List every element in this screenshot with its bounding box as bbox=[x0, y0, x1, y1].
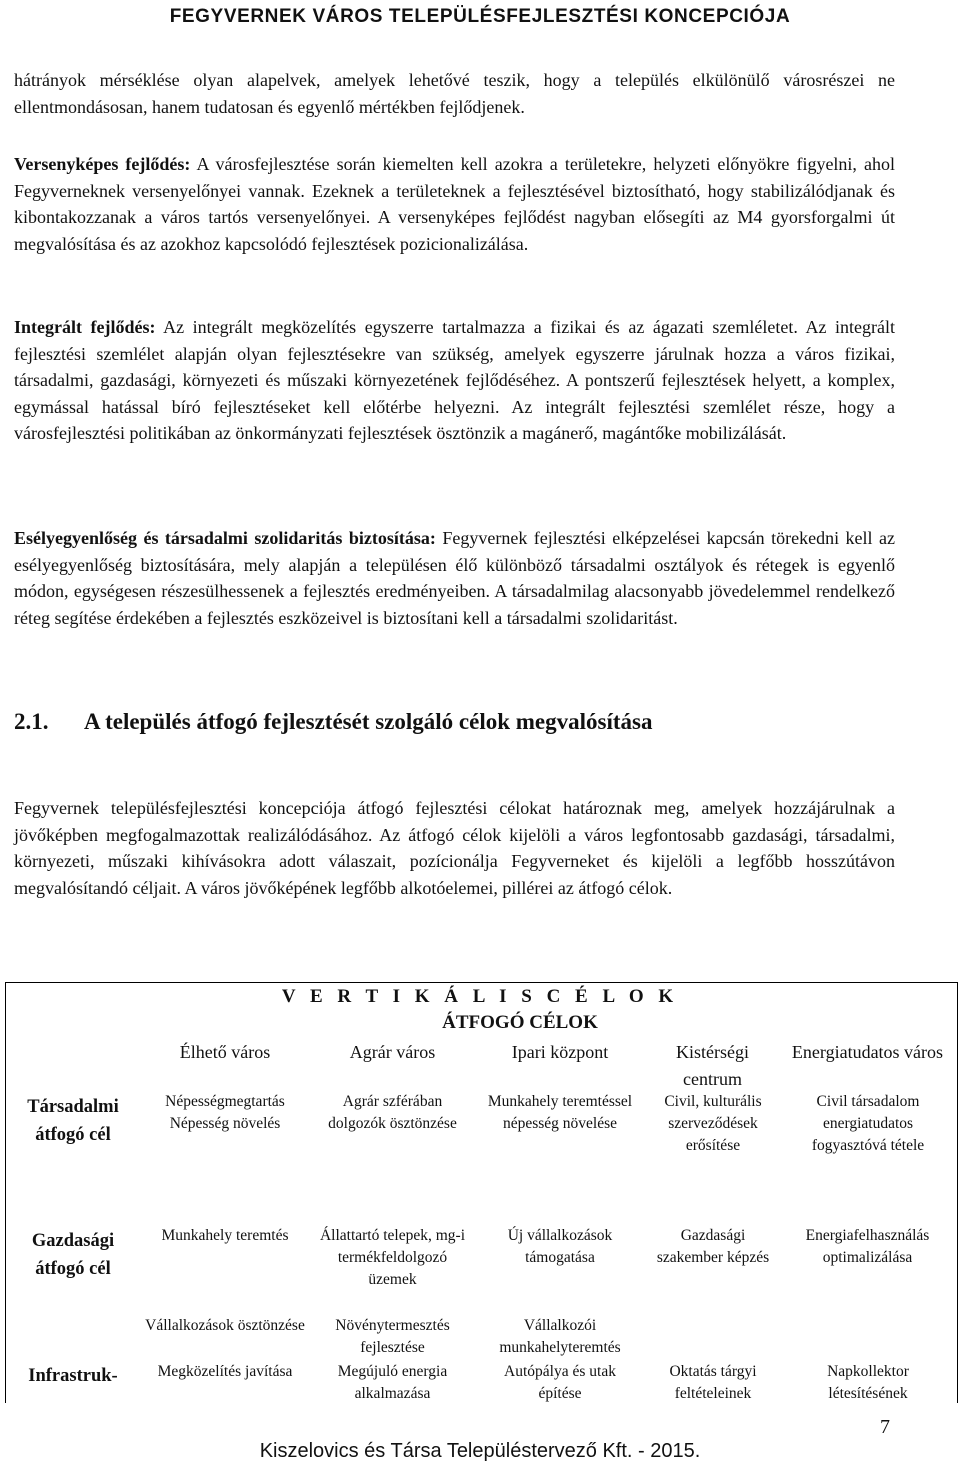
goal-cell: Napkollektor létesítésének bbox=[827, 1363, 909, 1402]
goal-cell: Munkahely teremtéssel népesség növelése bbox=[487, 1093, 633, 1132]
page-number: 7 bbox=[880, 1416, 890, 1438]
column-header-agrar-varos: Agrár város bbox=[349, 1042, 436, 1062]
goal-cell: Vállalkozói munkahelyteremtés bbox=[499, 1317, 621, 1356]
paragraph-text: A városfejlesztése során kiemelten kell azokra a területekre, helyzeti előnyökre figyelni, ahol Fegyverneknek versenyelőnyei vannak. Ezeknek a területeknek a fejlesztésével biztosítható, hogy stabilizálódjanak és kibontakozzanak a város tartós versenyelőnyei. A versenyképes fejlődést nagyban elősegíti az M4 gyorsforgalmi út megvalósítása és az azokhoz kapcsolódó fejlesztések pozicionalizálása. bbox=[14, 154, 895, 254]
goal-cell: Oktatás tárgyi feltételeinek bbox=[669, 1363, 757, 1402]
paragraph-text: Fegyvernek fejlesztési elképzelései kapcsán törekedni kell az esélyegyenlőség biztosítására, mely alapján a településen élő különböző társadalmi osztályok és rétegek is egyenlő módon, egységesen részesülhessenek a fejlesztés eredményeiben. A társadalmilag alacsonyabb jövedelemmel rendelkező réteg segítése érdekében a fejlesztés eszközeivel is biztosítani kell a társadalmi szolidaritást. bbox=[14, 528, 895, 628]
goal-cell: Agrár szférában dolgozók ösztönzése bbox=[328, 1093, 457, 1132]
paragraph-text: Fegyvernek településfejlesztési koncepciója átfogó fejlesztési célokat határoznak meg, amelyek hozzájárulnak a jövőképben megfogalmazottak realizálódásához. Az átfogó célok kijelöli a város legfontosabb gazdasági, társadalmi, környezeti, műszaki kihívásokra adott válaszait, pozícionálja Fegyverneket és kijelöli a legfőbb hosszútávon megvalósítandó céljait. A város jövőképének legfőbb alkotóelemei, pillérei az átfogó célok. bbox=[14, 798, 895, 898]
column-header-energiatudatos-varos: Energiatudatos város bbox=[791, 1042, 944, 1062]
document-header: FEGYVERNEK VÁROS TELEPÜLÉSFEJLESZTÉSI KONCEPCIÓJA bbox=[169, 6, 791, 27]
diagram-title: V E R T I K Á L I S C É L O K bbox=[281, 986, 679, 1007]
goal-cell: Népességmegtartás Népesség növelés bbox=[165, 1093, 285, 1132]
goal-cell: Munkahely teremtés bbox=[161, 1227, 289, 1244]
paragraph-integralt bbox=[14, 314, 895, 447]
paragraph-text: hátrányok mérséklése olyan alapelvek, amelyek lehetővé teszik, hogy a település elkülönülő városrészei ne ellentmondásosan, hanem tudatosan és egyenlő mértékben fejlődjenek. bbox=[14, 70, 895, 117]
paragraph-lead: Integrált fejlődés: bbox=[14, 317, 156, 337]
row-label-gazdasagi: Gazdasági átfogó cél bbox=[31, 1231, 115, 1279]
document-footer: Kiszelovics és Társa Településtervező Kft. - 2015. bbox=[259, 1440, 701, 1462]
goal-cell: Civil, kulturális szerveződések erősítése bbox=[664, 1093, 762, 1154]
diagram-subtitle: ÁTFOGÓ CÉLOK bbox=[442, 1012, 598, 1033]
row-label-tarsadalmi: Társadalmi átfogó cél bbox=[27, 1097, 119, 1145]
paragraph-versenykepes bbox=[14, 151, 895, 257]
column-header-kistersegi-centrum: Kistérségi centrum bbox=[676, 1042, 749, 1089]
goal-cell: Növénytermesztés fejlesztése bbox=[335, 1317, 450, 1356]
section-title: A település átfogó fejlesztését szolgáló célok megvalósítása bbox=[84, 709, 653, 734]
column-header-elheto-varos: Élhető város bbox=[179, 1042, 271, 1062]
goal-cell: Állattartó telepek, mg-i termékfeldolgozó üzemek bbox=[319, 1227, 466, 1288]
goal-cell: Civil társadalom energiatudatos fogyasztóvá tétele bbox=[811, 1093, 925, 1154]
section-heading bbox=[14, 709, 652, 735]
goal-cell: Energiafelhasználás optimalizálása bbox=[805, 1227, 930, 1266]
paragraph-intro bbox=[14, 67, 895, 120]
goal-cell: Megközelítés javítása bbox=[157, 1363, 293, 1380]
paragraph-text: Az integrált megközelítés egyszerre tartalmazza a fizikai és az ágazati szemléletet. Az integrált fejlesztési szemlélet alapján olyan fejlesztésekre van szükség, amelyek egyszerre járulnak hozza a város fizikai, társadalmi, gazdasági, környezeti és műszaki környezetének fejlődéséhez. A pontszerű fejlesztések helyett, a komplex, egymással hatással bíró fejlesztéseket kell előtérbe helyezni. Az integrált fejlesztési szemlélet része, hogy a városfejlesztési politikában az önkormányzati fejlesztések ösztönzik a magánerő, magántőke mobilizálását. bbox=[14, 317, 895, 443]
row-label-infrastruktura: Infrastruk- bbox=[28, 1366, 118, 1386]
goal-cell: Megújuló energia alkalmazása bbox=[337, 1363, 448, 1402]
goal-cell: Vállalkozások ösztönzése bbox=[145, 1317, 305, 1334]
paragraph-lead: Versenyképes fejlődés: bbox=[14, 154, 191, 174]
goal-cell: Új vállalkozások támogatása bbox=[507, 1227, 613, 1266]
column-header-ipari-kozpont: Ipari központ bbox=[511, 1042, 609, 1062]
paragraph-celok bbox=[14, 795, 895, 901]
paragraph-lead: Esélyegyenlőség és társadalmi szolidaritás biztosítása: bbox=[14, 528, 436, 548]
paragraph-eselyegyenloseg bbox=[14, 525, 895, 631]
goal-cell: Gazdasági szakember képzés bbox=[656, 1227, 770, 1266]
section-number: 2.1. bbox=[14, 709, 49, 734]
goal-cell: Autópálya és utak építése bbox=[504, 1363, 616, 1402]
